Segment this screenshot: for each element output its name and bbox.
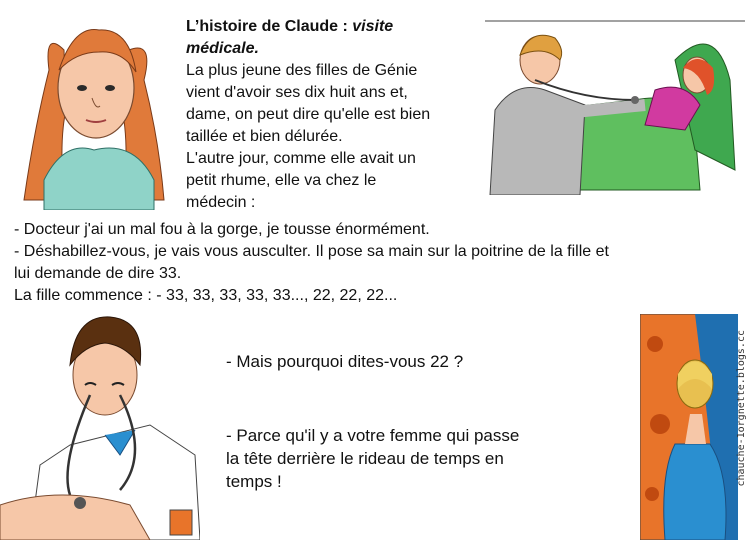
dialogue-line: - Docteur j'ai un mal fou à la gorge, je tousse énormément.	[14, 221, 430, 238]
question-text: - Mais pourquoi dites-vous 22 ?	[226, 352, 464, 371]
story-intro	[186, 16, 486, 214]
answer-line: temps !	[226, 472, 282, 491]
intro-line: médecin :	[186, 194, 256, 211]
dialogue-block	[14, 219, 739, 307]
story-title: L’histoire de Claude : visite médicale.	[186, 18, 394, 57]
intro-line: dame, on peut dire qu'elle est bien	[186, 106, 431, 123]
intro-line: vient d'avoir ses dix huit ans et,	[186, 84, 408, 101]
girl-portrait-illustration	[4, 10, 176, 210]
answer-block	[226, 424, 626, 493]
woman-behind-curtain-illustration	[640, 314, 738, 540]
answer-line: - Parce qu'il y a votre femme qui passe	[226, 426, 520, 445]
dialogue-line: La fille commence : - 33, 33, 33, 33, 33..., 22, 22, 22...	[14, 287, 398, 304]
doctor-patient-illustration	[485, 20, 745, 195]
intro-line: petit rhume, elle va chez le	[186, 172, 377, 189]
doctor-stethoscope-illustration	[0, 305, 200, 540]
intro-line: L'autre jour, comme elle avait un	[186, 150, 416, 167]
intro-line: La plus jeune des filles de Génie	[186, 62, 418, 79]
dialogue-line: - Déshabillez-vous, je vais vous ausculter. Il pose sa main sur la poitrine de la fille et	[14, 243, 609, 260]
watermark-text: chauche-1orgnette.blogs.cc	[736, 330, 747, 487]
dialogue-line: lui demande de dire 33.	[14, 265, 182, 282]
answer-line: la tête derrière le rideau de temps en	[226, 449, 504, 468]
intro-line: taillée et bien délurée.	[186, 128, 343, 145]
